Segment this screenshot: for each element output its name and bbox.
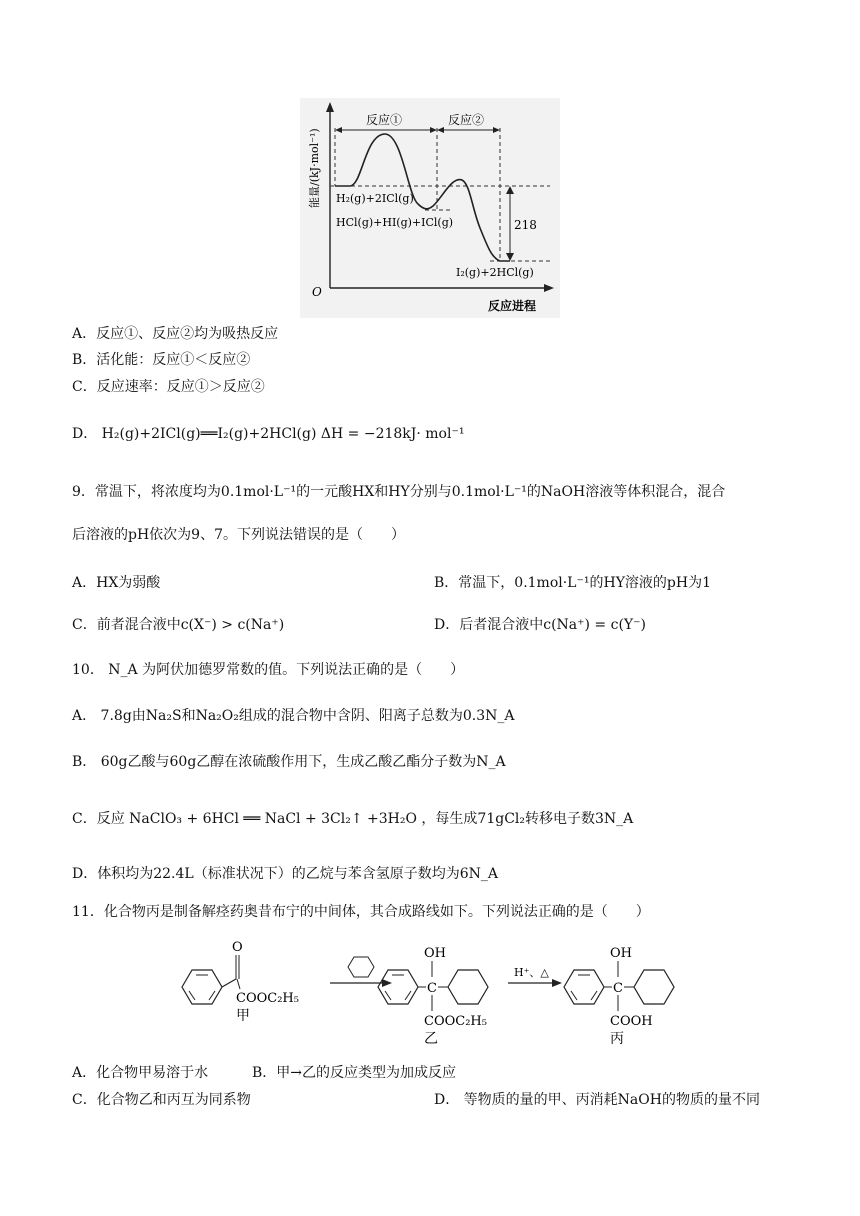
q10-option-c: C．反应 NaClO₃ + 6HCl ══ NaCl + 3Cl₂↑ +3H₂O ，每生成71gCl₂转移电子数3N_A bbox=[72, 811, 634, 827]
svg-text:COOH: COOH bbox=[610, 1014, 653, 1029]
label-yi: 乙 bbox=[424, 1031, 438, 1047]
q9-option-c: C．前者混合液中c(X⁻) > c(Na⁺) bbox=[72, 617, 285, 633]
synthesis-scheme bbox=[170, 935, 710, 1050]
q9-option-d: D．后者混合液中c(Na⁺) = c(Y⁻) bbox=[434, 617, 647, 633]
svg-text:H⁺、△: H⁺、△ bbox=[514, 966, 549, 979]
q10-option-b: B． 60g乙酸与60g乙醇在浓硫酸作用下，生成乙酸乙酯分子数为N_A bbox=[72, 754, 506, 770]
arrow-1 bbox=[330, 957, 392, 987]
label-bing: 丙 bbox=[610, 1031, 624, 1047]
compound-yi bbox=[378, 946, 488, 1047]
y-axis-label: 能量/(kJ·mol⁻¹) bbox=[308, 128, 321, 208]
svg-text:C: C bbox=[613, 981, 623, 996]
arrow-2 bbox=[508, 966, 562, 987]
svg-text:OH: OH bbox=[424, 946, 446, 961]
compound-jia bbox=[182, 940, 299, 1024]
state1-label: H₂(g)+2ICl(g) bbox=[336, 192, 414, 205]
q9-option-a: A．HX为弱酸 bbox=[72, 575, 161, 591]
energy-diagram bbox=[300, 98, 560, 318]
q9-option-b: B．常温下，0.1mol·L⁻¹的HY溶液的pH为1 bbox=[434, 575, 712, 591]
state2-label: HCl(g)+HI(g)+ICl(g) bbox=[336, 216, 454, 229]
q11-option-b: B．甲→乙的反应类型为加成反应 bbox=[252, 1065, 457, 1081]
q10-option-d: D．体积均为22.4L（标准状况下）的乙烷与苯含氢原子数均为6N_A bbox=[72, 866, 498, 882]
reaction2-label: 反应② bbox=[448, 113, 485, 127]
compound-bing bbox=[564, 946, 674, 1047]
q8-option-d: D． H₂(g)+2ICl(g)══I₂(g)+2HCl(g) ΔH = −218kJ· mol⁻¹ bbox=[72, 426, 465, 442]
svg-text:COOC₂H₅: COOC₂H₅ bbox=[236, 991, 299, 1006]
energy-diff-label: 218 bbox=[514, 218, 537, 232]
cyclohexene-reagent bbox=[348, 957, 374, 977]
reaction1-label: 反应① bbox=[366, 113, 403, 127]
q8-option-a: A．反应①、反应②均为吸热反应 bbox=[72, 326, 279, 342]
q9-stem-line1: 9．常温下，将浓度均为0.1mol·L⁻¹的一元酸HX和HY分别与0.1mol·L⁻¹的NaOH溶液等体积混合，混合 bbox=[72, 484, 726, 500]
q11-option-c: C．化合物乙和丙互为同系物 bbox=[72, 1092, 251, 1108]
svg-text:O: O bbox=[232, 940, 243, 955]
q8-option-c: C．反应速率：反应①＞反应② bbox=[72, 379, 265, 395]
q9-stem-line2: 后溶液的pH依次为9、7。下列说法错误的是（ ） bbox=[72, 527, 405, 543]
state3-label: I₂(g)+2HCl(g) bbox=[456, 266, 534, 279]
q11-option-a: A．化合物甲易溶于水 bbox=[72, 1065, 209, 1081]
svg-text:COOC₂H₅: COOC₂H₅ bbox=[424, 1014, 487, 1029]
x-axis-label: 反应进程 bbox=[488, 299, 537, 313]
q10-option-a: A． 7.8g由Na₂S和Na₂O₂组成的混合物中含阴、阳离子总数为0.3N_A bbox=[72, 708, 515, 724]
q8-option-b: B．活化能：反应①＜反应② bbox=[72, 352, 251, 368]
label-jia: 甲 bbox=[236, 1008, 250, 1024]
svg-text:OH: OH bbox=[610, 946, 632, 961]
svg-text:C: C bbox=[427, 981, 437, 996]
origin-label: O bbox=[312, 285, 322, 299]
q11-stem: 11．化合物丙是制备解痉药奥昔布宁的中间体，其合成路线如下。下列说法正确的是（ ） bbox=[72, 904, 650, 920]
q11-option-d: D． 等物质的量的甲、丙消耗NaOH的物质的量不同 bbox=[434, 1092, 760, 1108]
q10-stem: 10． N_A 为阿伏加德罗常数的值。下列说法正确的是（ ） bbox=[72, 662, 465, 678]
